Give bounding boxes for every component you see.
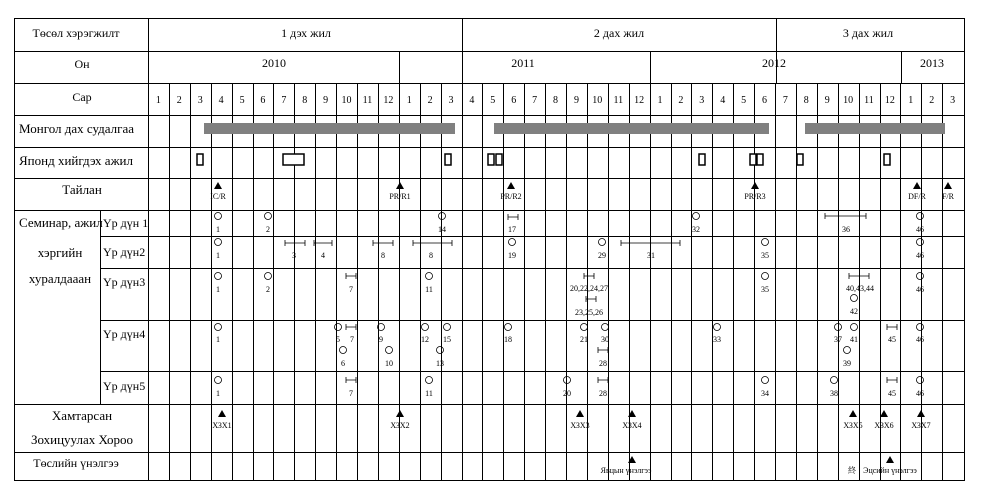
- marker-number: 46: [916, 285, 924, 294]
- marker-number: 18: [504, 335, 512, 344]
- month-label: 6: [762, 95, 767, 106]
- span-bracket: [346, 377, 356, 383]
- milestone-triangle: [214, 182, 222, 189]
- event-circle: [215, 239, 222, 246]
- event-circle: [426, 377, 433, 384]
- month-label: 7: [281, 95, 287, 106]
- row-seminar-line1: Семинар, ажил: [19, 215, 103, 230]
- work-box: [757, 154, 763, 165]
- jcc-label: ХЗХ5: [843, 421, 863, 430]
- jcc-label: ХЗХ7: [911, 421, 931, 430]
- row-evaluation: Төслийн үнэлгээ: [33, 456, 119, 470]
- month-label: 3: [448, 95, 454, 106]
- span-bracket: [413, 240, 452, 246]
- marker-number: 35: [761, 251, 769, 260]
- marker-number: 30: [601, 335, 609, 344]
- evaluation-mark: 終: [848, 466, 856, 475]
- event-circle: [215, 377, 222, 384]
- row-seminar-line2: хэргийн: [37, 245, 83, 260]
- jcc-label: ХЗХ3: [570, 421, 590, 430]
- month-label: 3: [699, 95, 705, 106]
- event-circle: [265, 273, 272, 280]
- marker-number: 46: [916, 335, 924, 344]
- month-label: 10: [592, 95, 603, 106]
- output-label-5: Үр дүн5: [103, 379, 146, 393]
- marker-number: 6: [341, 359, 345, 368]
- report-label: PR/R2: [500, 192, 522, 201]
- marker-number: 45: [888, 389, 896, 398]
- milestone-triangle: [913, 182, 921, 189]
- marker-number: 5: [336, 335, 340, 344]
- work-box: [750, 154, 756, 165]
- month-label: 8: [553, 95, 558, 106]
- event-circle: [215, 324, 222, 331]
- month-label: 1: [908, 95, 914, 106]
- month-label: 8: [803, 95, 809, 106]
- month-label: 5: [239, 95, 245, 106]
- marker-number: 39: [843, 359, 851, 368]
- evaluation-label: Явцын үнэлгээ: [600, 466, 652, 475]
- marker-number: 11: [425, 285, 433, 294]
- event-circle: [917, 324, 924, 331]
- event-circle: [844, 347, 851, 354]
- evaluation-label: Эцсийн үнэлгээ: [863, 466, 917, 475]
- marker-number: 11: [425, 389, 433, 398]
- milestone-triangle: [880, 410, 888, 417]
- activity-bar: [204, 123, 455, 134]
- event-circle: [509, 239, 516, 246]
- marker-number: 7: [349, 285, 353, 294]
- event-circle: [599, 239, 606, 246]
- marker-number: 7: [349, 389, 353, 398]
- marker-number: 8: [381, 251, 385, 260]
- marker-number: 7: [350, 335, 354, 344]
- marker-number: 4: [321, 251, 325, 260]
- work-box: [445, 154, 451, 165]
- report-label: DF/R: [908, 192, 926, 201]
- marker-number: 40,43,44: [846, 284, 874, 293]
- month-label: 3: [950, 95, 956, 106]
- month-label: 12: [634, 95, 645, 106]
- work-box: [884, 154, 890, 165]
- marker-number: 20,22,24,27: [570, 284, 608, 293]
- marker-number: 20: [563, 389, 571, 398]
- month-label: 10: [843, 95, 854, 106]
- span-bracket: [598, 347, 608, 353]
- jcc-label: ХЗХ6: [874, 421, 894, 430]
- work-box: [197, 154, 203, 165]
- report-label: F/R: [941, 192, 955, 201]
- event-circle: [851, 295, 858, 302]
- schedule-grid: [14, 18, 965, 481]
- marker-number: 2: [266, 285, 270, 294]
- marker-number: 3: [292, 251, 296, 260]
- milestone-triangle: [218, 410, 226, 417]
- jcc-label: ХЗХ4: [622, 421, 642, 430]
- reports-row: [210, 182, 954, 201]
- marker-number: 17: [508, 225, 516, 234]
- span-bracket: [887, 377, 897, 383]
- marker-number: 28: [599, 359, 607, 368]
- span-bracket: [373, 240, 393, 246]
- month-label: 1: [406, 95, 412, 106]
- span-bracket: [598, 377, 608, 383]
- marker-number: 41: [850, 335, 858, 344]
- month-label: 4: [720, 95, 726, 106]
- event-circle: [340, 347, 347, 354]
- event-circle: [444, 324, 451, 331]
- event-circle: [917, 377, 924, 384]
- marker-number: 38: [830, 389, 838, 398]
- month-label: 2: [929, 95, 935, 106]
- marker-number: 42: [850, 307, 858, 316]
- milestone-triangle: [396, 182, 404, 189]
- milestone-triangle: [576, 410, 584, 417]
- month-label: 3: [197, 95, 203, 106]
- report-label: IC/R: [210, 192, 226, 201]
- output-label-2: Үр дүн2: [103, 245, 146, 259]
- marker-number: 36: [842, 225, 850, 234]
- marker-number: 12: [421, 335, 429, 344]
- month-label: 4: [218, 95, 224, 106]
- span-bracket: [887, 324, 897, 330]
- event-circle: [505, 324, 512, 331]
- marker-number: 1: [216, 285, 220, 294]
- marker-number: 46: [916, 389, 924, 398]
- marker-number: 13: [436, 359, 444, 368]
- marker-number: 1: [216, 225, 220, 234]
- marker-number: 29: [598, 251, 606, 260]
- event-circle: [762, 273, 769, 280]
- event-circle: [426, 273, 433, 280]
- marker-number: 8: [429, 251, 433, 260]
- output-label-1: Үр дүн 1: [103, 216, 149, 230]
- work-box: [283, 154, 304, 165]
- marker-number: 34: [761, 389, 769, 398]
- activity-header: Төсөл хэрэгжилт: [32, 26, 120, 40]
- month-label: 9: [574, 95, 579, 106]
- jcc-label: ХЗХ2: [390, 421, 410, 430]
- milestone-triangle: [507, 182, 515, 189]
- mongolia-research-bars: [204, 123, 945, 134]
- marker-number: 33: [713, 335, 721, 344]
- event-circle: [437, 347, 444, 354]
- activity-bar: [494, 123, 769, 134]
- month-label: 11: [362, 95, 373, 106]
- month-label: 9: [824, 95, 830, 106]
- month-label: 4: [469, 95, 475, 106]
- marker-number: 31: [647, 251, 655, 260]
- month-label: 2: [678, 95, 684, 106]
- japan-work-boxes: [197, 154, 890, 165]
- month-label: 8: [302, 95, 308, 106]
- work-box: [496, 154, 502, 165]
- event-circle: [335, 324, 342, 331]
- span-bracket: [314, 240, 332, 246]
- event-circle: [215, 213, 222, 220]
- month-label: 5: [490, 95, 496, 106]
- event-circle: [917, 213, 924, 220]
- milestone-triangle: [396, 410, 404, 417]
- work-box: [488, 154, 494, 165]
- marker-number: 15: [443, 335, 451, 344]
- milestone-triangle: [886, 456, 894, 463]
- marker-number: 10: [385, 359, 393, 368]
- month-label: 7: [782, 95, 788, 106]
- month-label: 12: [884, 95, 895, 106]
- work-box: [797, 154, 803, 165]
- month-label: 1: [155, 95, 161, 106]
- event-circle: [693, 213, 700, 220]
- event-circle: [265, 213, 272, 220]
- row-jcc-line2: Зохицуулах Хороо: [30, 432, 134, 447]
- event-circle: [851, 324, 858, 331]
- event-circle: [917, 273, 924, 280]
- month-label: 11: [613, 95, 624, 106]
- marker-number: 1: [216, 251, 220, 260]
- span-bracket: [584, 273, 594, 279]
- project-year-3: 3 дах жил: [842, 26, 894, 40]
- marker-number: 23,25,26: [575, 308, 603, 317]
- activity-bar: [805, 123, 945, 134]
- span-bracket: [346, 273, 356, 279]
- marker-number: 14: [438, 225, 446, 234]
- marker-number: 45: [888, 335, 896, 344]
- marker-number: 19: [508, 251, 516, 260]
- report-label: PR/R1: [389, 192, 411, 201]
- milestone-triangle: [849, 410, 857, 417]
- month-label: 5: [741, 95, 747, 106]
- event-circle: [714, 324, 721, 331]
- row-japan-work: Японд хийгдэх ажил: [19, 153, 134, 168]
- work-box: [699, 154, 705, 165]
- calendar-year-2013: 2013: [920, 56, 944, 70]
- evaluation-row: [601, 456, 918, 475]
- month-label: 2: [176, 95, 182, 106]
- month-label: 11: [864, 95, 874, 106]
- report-label: PR/R3: [744, 192, 766, 201]
- project-year-1: 1 дэх жил: [281, 26, 331, 40]
- marker-number: 46: [916, 251, 924, 260]
- event-circle: [581, 324, 588, 331]
- month-row-label: Сар: [72, 90, 92, 104]
- row-jcc-line1: Хамтарсан: [51, 408, 113, 423]
- calendar-year-2012: 2012: [762, 56, 786, 70]
- calendar-year-2011: 2011: [511, 56, 535, 70]
- month-label: 10: [341, 95, 352, 106]
- span-bracket: [346, 324, 356, 330]
- calendar-year-2010: 2010: [262, 56, 286, 70]
- marker-number: 28: [599, 389, 607, 398]
- event-circle: [831, 377, 838, 384]
- year-row-label: Он: [74, 57, 90, 71]
- month-label: 6: [511, 95, 517, 106]
- jcc-label: ХЗХ1: [212, 421, 232, 430]
- milestone-triangle: [751, 182, 759, 189]
- marker-number: 1: [216, 335, 220, 344]
- row-mongolia-research: Монгол дах судалгаа: [19, 121, 135, 136]
- project-year-2: 2 дах жил: [593, 26, 645, 40]
- milestone-triangle: [944, 182, 952, 189]
- event-circle: [386, 347, 393, 354]
- milestone-triangle: [917, 410, 925, 417]
- marker-number: 21: [580, 335, 588, 344]
- row-seminar-line3: хуралдааан: [28, 271, 92, 286]
- marker-number: 32: [692, 225, 700, 234]
- event-circle: [602, 324, 609, 331]
- month-label: 7: [532, 95, 538, 106]
- month-label: 9: [323, 95, 329, 106]
- month-label: 1: [657, 95, 663, 106]
- span-bracket: [508, 214, 518, 220]
- output-label-3: Үр дүн3: [103, 275, 146, 289]
- marker-number: 46: [916, 225, 924, 234]
- month-label: 2: [427, 95, 433, 106]
- marker-number: 1: [216, 389, 220, 398]
- marker-number: 9: [379, 335, 383, 344]
- marker-number: 35: [761, 285, 769, 294]
- row-reports: Тайлан: [62, 182, 102, 197]
- jcc-row: [212, 410, 930, 430]
- month-label: 6: [260, 95, 266, 106]
- event-circle: [215, 273, 222, 280]
- month-label: 12: [383, 95, 394, 106]
- marker-number: 2: [266, 225, 270, 234]
- event-circle: [422, 324, 429, 331]
- event-circle: [762, 377, 769, 384]
- output-label-4: Үр дүн4: [103, 327, 146, 341]
- event-circle: [762, 239, 769, 246]
- event-circle: [917, 239, 924, 246]
- marker-number: 37: [834, 335, 842, 344]
